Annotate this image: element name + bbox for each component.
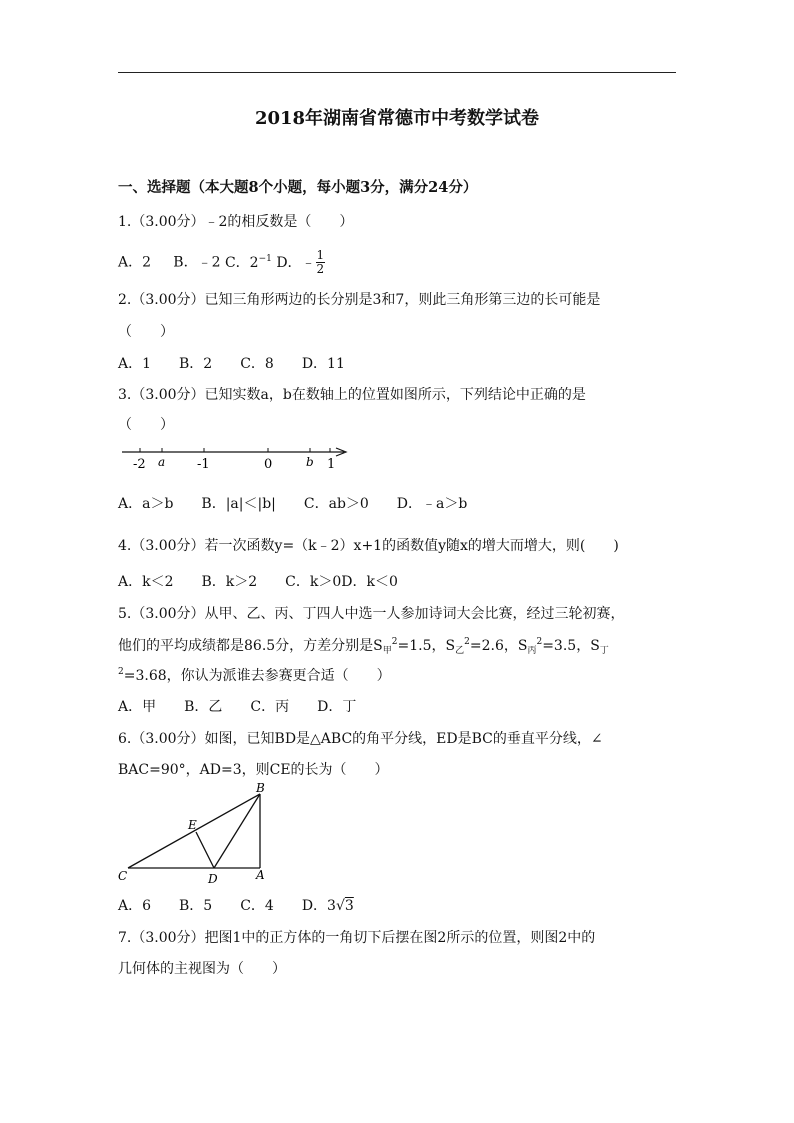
q1-stem: 1.（3.00分）﹣2的相反数是（ ） (118, 214, 354, 230)
segment-bd (214, 794, 260, 868)
q1-options (118, 249, 325, 276)
subscript-jia: 甲 (382, 646, 392, 656)
section-heading: 一、选择题（本大题8个小题，每小题3分，满分24分） (118, 179, 478, 196)
top-rule (118, 72, 676, 73)
q1-option-d-prefix: D．﹣ (276, 254, 316, 271)
q2-options: A．1 B．2 C．8 D．11 (118, 356, 345, 372)
q3-stem-line2: （ ） (118, 417, 174, 433)
number-line-figure (118, 440, 358, 474)
label-c: C (118, 869, 128, 883)
q3-stem-line1: 3.（3.00分）已知实数a，b在数轴上的位置如图所示，下列结论中正确的是 (118, 387, 586, 403)
axis-label-b: b (306, 455, 314, 469)
variance-bing: =3.5，S (542, 638, 600, 654)
subscript-yi: 乙 (455, 646, 465, 656)
q6-options (118, 895, 354, 915)
q1-option-c (225, 255, 272, 271)
page-title: 2018年湖南省常德市中考数学试卷 (254, 108, 540, 129)
q5-stem-line2 (118, 635, 609, 655)
variance-yi: =2.6，S (469, 638, 528, 654)
sqrt-radicand: 3 (344, 898, 354, 914)
axis-label-1: 1 (327, 457, 336, 472)
label-e: E (188, 818, 197, 832)
axis-label-neg1: -1 (197, 457, 210, 472)
q6-options-text: A．6 B．5 C．4 D．3 (118, 898, 336, 914)
variance-jia: =1.5，S (397, 638, 456, 654)
q1-option-b: B．﹣2 (173, 254, 221, 271)
q6-stem-line2: BAC=90°，AD=3，则CE的长为（ ） (118, 762, 389, 778)
fraction-denominator: 2 (316, 262, 325, 276)
q7-stem-line1: 7.（3.00分）把图1中的正方体的一角切下后摆在图2所示的位置，则图2中的 (118, 930, 596, 946)
q5-text-end: =3.68，你认为派谁去参赛更合适（ ） (123, 668, 391, 684)
label-a: A (256, 868, 265, 882)
q2-stem-line1: 2.（3.00分）已知三角形两边的长分别是3和7，则此三角形第三边的长可能是 (118, 292, 601, 308)
q1-option-d (276, 248, 325, 276)
q1-option-c-base: C．2 (224, 254, 259, 271)
axis-label-0: 0 (264, 457, 273, 472)
label-d: D (208, 872, 218, 886)
q4-stem: 4.（3.00分）若一次函数y=（k﹣2）x+1的函数值y随x的增大而增大，则( ) (118, 538, 619, 554)
sqrt-sign: √ (335, 898, 345, 914)
q7-stem-line2: 几何体的主视图为（ ） (118, 961, 286, 977)
q3-options: A．a＞b B．|a|＜|b| C．ab＞0 D．﹣a＞b (118, 496, 468, 512)
axis-label-a: a (158, 455, 166, 469)
label-b: B (256, 781, 265, 795)
q1-option-d-fraction (316, 249, 326, 276)
triangle-figure (114, 780, 274, 888)
superscript-2: 2 (536, 637, 543, 647)
q5-options: A．甲 B．乙 C．丙 D．丁 (118, 699, 357, 715)
q1-option-a: A．2 (118, 254, 152, 271)
axis-label-neg2: -2 (133, 457, 146, 472)
superscript-2: 2 (464, 637, 470, 647)
q2-stem-line2: （ ） (118, 324, 174, 340)
q5-text: 他们的平均成绩都是86.5分，方差分别是S (118, 638, 383, 654)
segment-ed (196, 832, 214, 868)
q6-stem-line1: 6.（3.00分）如图，已知BD是△ABC的角平分线，ED是BC的垂直平分线，∠ (118, 731, 603, 747)
superscript-2: 2 (118, 667, 124, 677)
q4-options: A．k＜2 B．k＞2 C．k＞0D．k＜0 (118, 574, 398, 590)
superscript-2: 2 (391, 637, 398, 647)
q5-stem-line1: 5.（3.00分）从甲、乙、丙、丁四人中选一人参加诗词大会比赛，经过三轮初赛， (118, 606, 625, 622)
fraction-numerator: 1 (316, 248, 325, 262)
subscript-ding: 丁 (599, 646, 609, 656)
q1-option-c-exponent: −1 (258, 253, 272, 264)
q5-stem-line3 (118, 665, 391, 685)
subscript-bing: 丙 (527, 646, 537, 656)
